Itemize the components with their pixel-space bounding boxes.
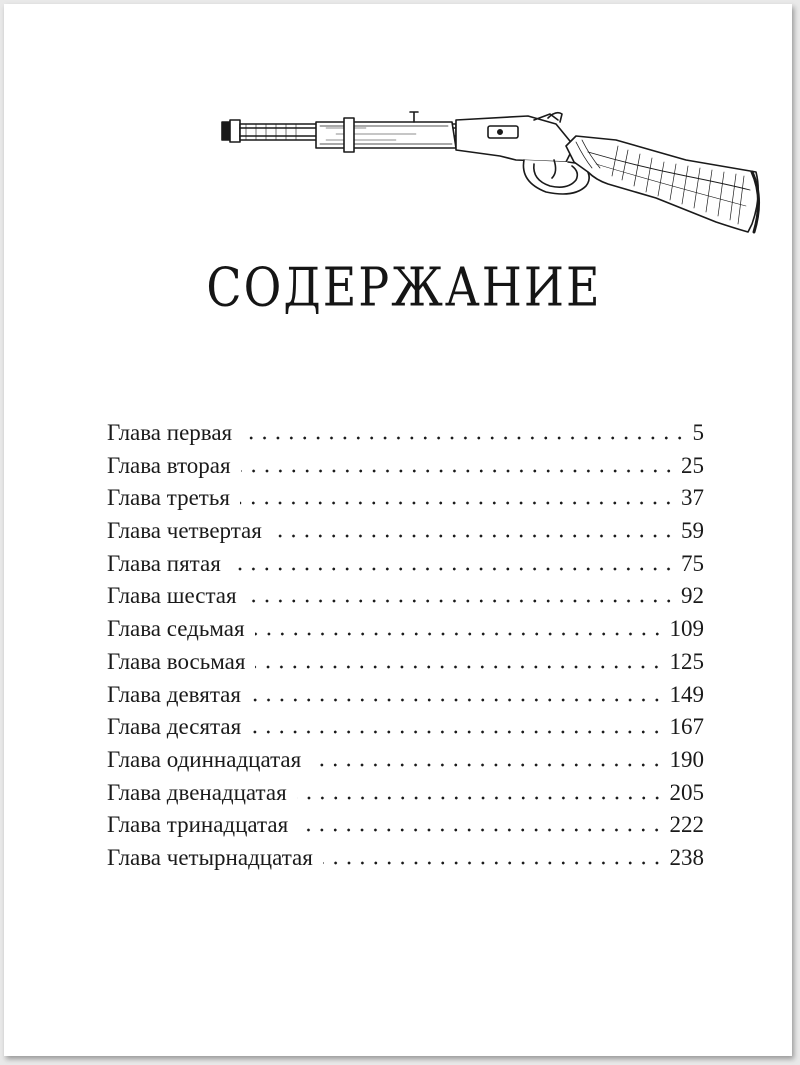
toc-entry[interactable] [107, 747, 704, 780]
toc-entry-page: 222 [669, 812, 704, 838]
toc-entry[interactable] [107, 453, 704, 486]
toc-leader-dots [241, 469, 675, 473]
toc-entry-label: Глава двенадцатая [107, 779, 287, 805]
rifle-icon [216, 106, 764, 246]
toc-leader-dots [242, 436, 686, 440]
toc-entry[interactable] [107, 583, 704, 616]
toc-entry-page: 125 [669, 648, 704, 674]
toc-entry[interactable] [107, 780, 704, 813]
toc-leader-dots [247, 599, 675, 603]
toc-entry[interactable] [107, 714, 704, 747]
toc-entry-label: Глава пятая [107, 550, 221, 576]
toc-entry-page: 5 [692, 420, 704, 445]
toc-entry-page: 25 [681, 452, 704, 478]
toc-entry[interactable] [107, 420, 704, 453]
toc-entry[interactable] [107, 616, 704, 649]
table-of-contents [107, 420, 704, 878]
toc-leader-dots [231, 567, 675, 571]
toc-entry-label: Глава восьмая [107, 648, 246, 674]
toc-leader-dots [251, 730, 663, 734]
toc-leader-dots [297, 796, 664, 800]
toc-entry[interactable] [107, 682, 704, 715]
toc-entry-label: Глава четырнадцатая [107, 844, 313, 870]
toc-entry[interactable] [107, 649, 704, 682]
toc-entry-page: 190 [669, 746, 704, 772]
page-title: СОДЕРЖАНИЕ [206, 255, 602, 319]
toc-entry-label: Глава третья [107, 485, 230, 511]
toc-entry-label: Глава первая [107, 420, 233, 445]
toc-leader-dots [298, 828, 663, 832]
toc-entry-label: Глава тринадцатая [107, 812, 289, 838]
book-page [4, 4, 792, 1056]
toc-entry-label: Глава девятая [107, 681, 241, 707]
toc-leader-dots [311, 763, 663, 767]
toc-entry-page: 37 [681, 485, 704, 511]
toc-entry-label: Глава вторая [107, 452, 231, 478]
toc-leader-dots [255, 632, 664, 636]
toc-entry-page: 75 [681, 550, 704, 576]
toc-entry-label: Глава одиннадцатая [107, 746, 302, 772]
toc-leader-dots [240, 501, 675, 505]
toc-entry-page: 149 [669, 681, 704, 707]
toc-entry[interactable] [107, 845, 704, 878]
toc-entry-label: Глава седьмая [107, 616, 245, 642]
toc-entry[interactable] [107, 812, 704, 845]
toc-entry-page: 205 [669, 779, 704, 805]
toc-entry-label: Глава четвертая [107, 518, 262, 544]
toc-entry-page: 238 [669, 844, 704, 870]
toc-leader-dots [255, 665, 663, 669]
toc-entry-page: 59 [681, 518, 704, 544]
toc-entry[interactable] [107, 518, 704, 551]
toc-entry-label: Глава шестая [107, 583, 237, 609]
toc-entry-label: Глава десятая [107, 714, 242, 740]
toc-leader-dots [272, 534, 675, 538]
toc-leader-dots [251, 698, 664, 702]
toc-entry[interactable] [107, 551, 704, 584]
toc-entry[interactable] [107, 485, 704, 518]
toc-entry-page: 167 [669, 714, 704, 740]
toc-entry-page: 109 [669, 616, 704, 642]
toc-leader-dots [323, 861, 664, 865]
toc-entry-page: 92 [681, 583, 704, 609]
